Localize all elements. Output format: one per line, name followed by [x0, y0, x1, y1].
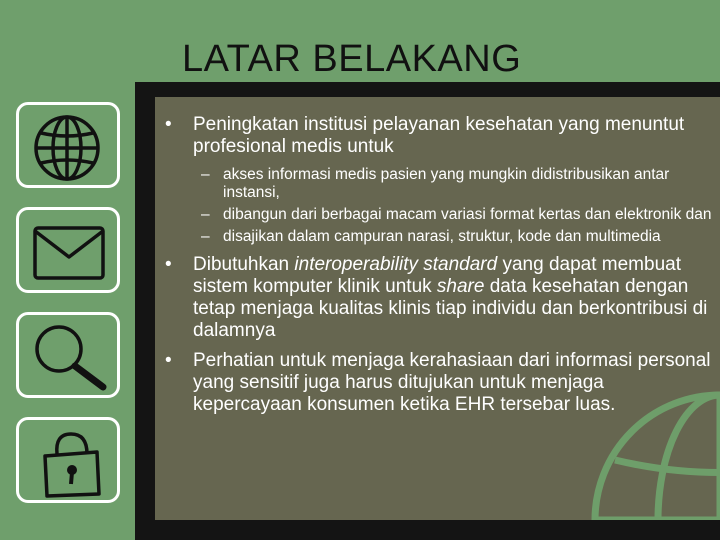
envelope-icon-box[interactable] — [16, 207, 120, 293]
dash-marker: – — [201, 166, 210, 183]
bullet-text-part: data kesehatan dengan tetap menjaga kualitas klinis tiap individu dan berkontribusi di dalamnya — [193, 276, 708, 341]
bullet-text-emphasis: interoperability standard — [294, 254, 498, 275]
bullet-item — [163, 114, 715, 158]
magnifier-icon — [27, 319, 111, 395]
dash-marker: – — [201, 228, 210, 245]
padlock-icon — [27, 424, 111, 500]
bullet-text-part: Dibutuhkan — [193, 254, 295, 275]
dash-marker: – — [201, 206, 210, 223]
globe-icon-box[interactable] — [16, 102, 120, 188]
sub-bullet-item — [163, 228, 715, 246]
bullet-item — [163, 254, 715, 342]
bullet-text-part: yang dapat membuat sistem komputer klinik untuk — [193, 254, 681, 297]
sub-bullet-list — [163, 166, 715, 246]
padlock-icon-box[interactable] — [16, 417, 120, 503]
bullet-marker: • — [165, 350, 172, 371]
sub-bullet-text: disajikan dalam campuran narasi, struktur, kode dan multimedia — [223, 228, 661, 245]
bullet-item — [163, 350, 715, 416]
bullet-text-emphasis: share — [436, 276, 485, 297]
slide-body — [163, 114, 715, 424]
globe-icon — [27, 109, 111, 185]
sub-bullet-item — [163, 206, 715, 224]
bullet-text: Peningkatan institusi pelayanan kesehatan yang menuntut profesional medis untuk — [193, 114, 685, 157]
sub-bullet-item — [163, 166, 715, 202]
sub-bullet-text: dibangun dari berbagai macam variasi format kertas dan elektronik dan — [223, 206, 712, 223]
bullet-text: Perhatian untuk menjaga kerahasiaan dari informasi personal yang sensitif juga harus ditujukan untuk menjaga kepercayaan konsumen ketika EHR tersebar luas. — [193, 350, 711, 415]
slide-title: LATAR BELAKANG — [182, 38, 522, 80]
sub-bullet-text: akses informasi medis pasien yang mungkin didistribusikan antar instansi, — [223, 166, 670, 201]
bullet-marker: • — [165, 254, 172, 275]
bullet-marker: • — [165, 114, 172, 135]
magnifier-icon-box[interactable] — [16, 312, 120, 398]
envelope-icon — [27, 214, 111, 290]
